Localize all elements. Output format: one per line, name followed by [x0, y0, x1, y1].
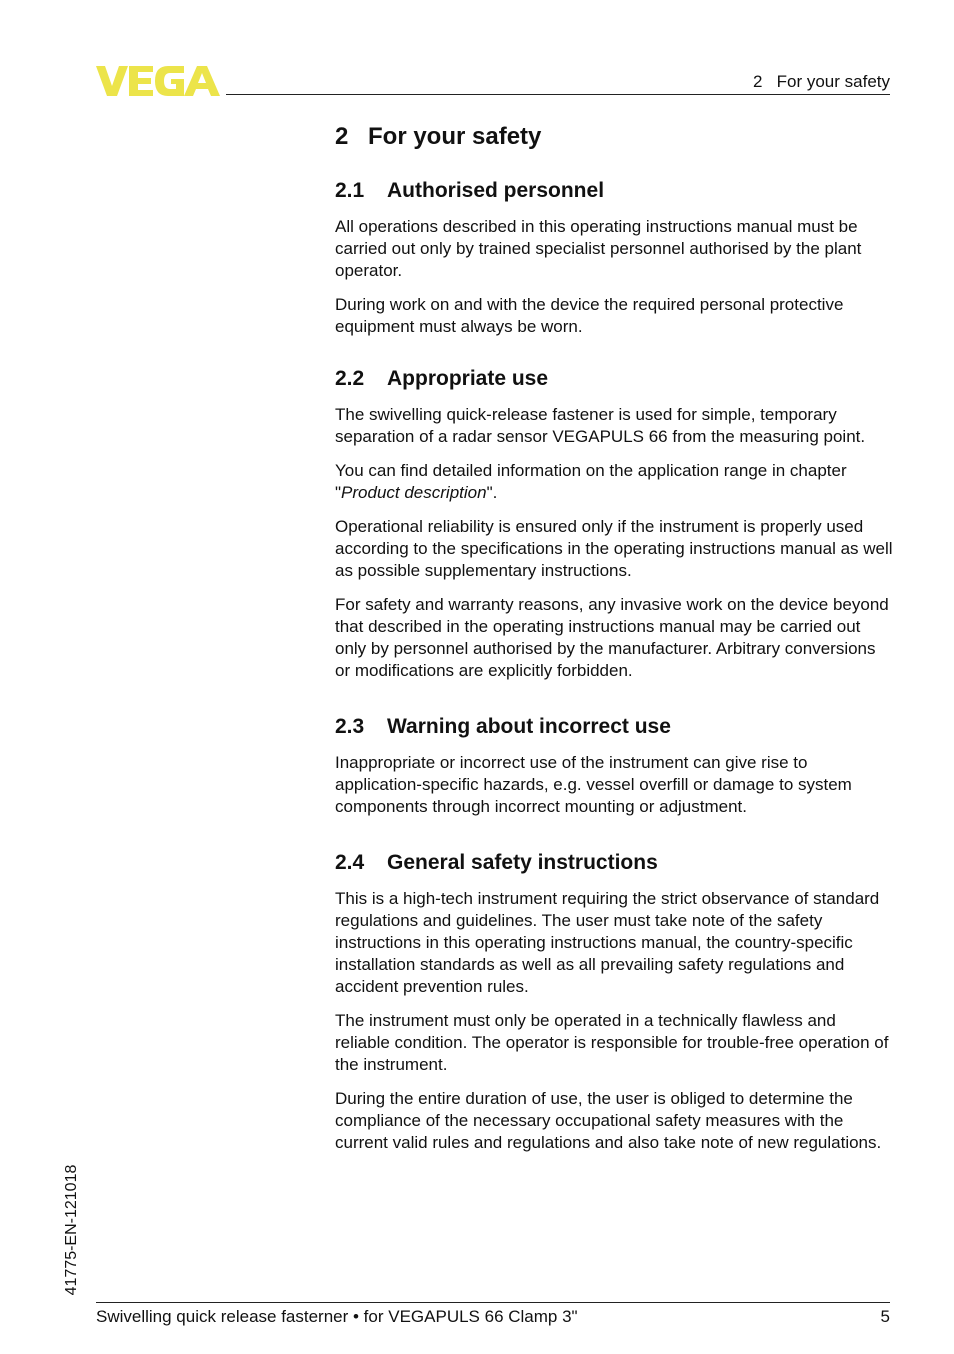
chapter-reference: Product description [341, 483, 487, 502]
page-number: 5 [880, 1307, 890, 1326]
paragraph-chapter-reference [335, 460, 895, 504]
footer-rule [96, 1302, 890, 1303]
paragraph: For safety and warranty reasons, any invasive work on the device beyond that described in the operating instructions manual may be carried out only by personnel authorised by the manufacturer. Arbitrary conversions or modifications are explicitly forbidden. [335, 595, 889, 680]
section-general-safety-instructions [335, 848, 895, 1154]
section-warning-incorrect-use [335, 712, 895, 818]
paragraph: Operational reliability is ensured only if the instrument is properly used according to the specifications in the operating instructions manual as well as possible supplementary instructions. [335, 517, 893, 580]
section-appropriate-use [335, 364, 895, 682]
section-number: 2.2 [335, 367, 365, 390]
footer-title: Swivelling quick release fasterner • for VEGAPULS 66 Clamp 3" [96, 1307, 578, 1326]
paragraph: The instrument must only be operated in a technically flawless and reliable condition. The operator is responsible for trouble-free operation of the instrument. [335, 1011, 889, 1074]
chapter-title: For your safety [368, 123, 542, 150]
paragraph: This is a high-tech instrument requiring the strict observance of standard regulations and guidelines. The user must take note of the safety instructions in this operating instructions manual, the country-specific installation standards as well as all prevailing safety regulations and accident prevention rules. [335, 889, 880, 996]
document-code: 41775-EN-121018 [63, 1164, 80, 1296]
section-number: 2.3 [335, 715, 365, 738]
section-heading [335, 712, 895, 742]
running-header-title: 2 For your safety [753, 72, 890, 91]
section-title: Authorised personnel [387, 179, 605, 202]
section-title: General safety instructions [387, 851, 658, 874]
paragraph: During the entire duration of use, the user is obliged to determine the compliance of the necessary occupational safety measures with the current valid rules and regulations and also take note of new regulations. [335, 1089, 882, 1152]
paragraph: Inappropriate or incorrect use of the instrument can give rise to application-specific hazards, e.g. vessel overfill or damage to system components through incorrect mounting or adjustment. [335, 753, 852, 816]
chapter-heading [335, 120, 895, 154]
section-number: 2.1 [335, 179, 365, 202]
section-heading [335, 848, 895, 878]
page-content [335, 120, 895, 1184]
section-heading [335, 176, 895, 206]
chapter-number: 2 [335, 123, 349, 150]
section-number: 2.4 [335, 851, 365, 874]
paragraph: All operations described in this operating instructions manual must be carried out only by trained specialist personnel authorised by the plant operator. [335, 217, 862, 280]
paragraph: The swivelling quick-release fastener is used for simple, temporary separation of a radar sensor VEGAPULS 66 from the measuring point. [335, 405, 866, 446]
paragraph: During work on and with the device the required personal protective equipment must always be worn. [335, 295, 844, 336]
section-title: Appropriate use [387, 367, 549, 390]
reference-text-after: ". [486, 483, 498, 502]
section-heading [335, 364, 895, 394]
section-authorised-personnel [335, 176, 895, 338]
reference-text-before: You can find detailed information on the application range in chapter " [335, 461, 847, 502]
section-title: Warning about incorrect use [387, 715, 671, 738]
vega-logo [96, 66, 220, 96]
header-rule [226, 94, 890, 95]
